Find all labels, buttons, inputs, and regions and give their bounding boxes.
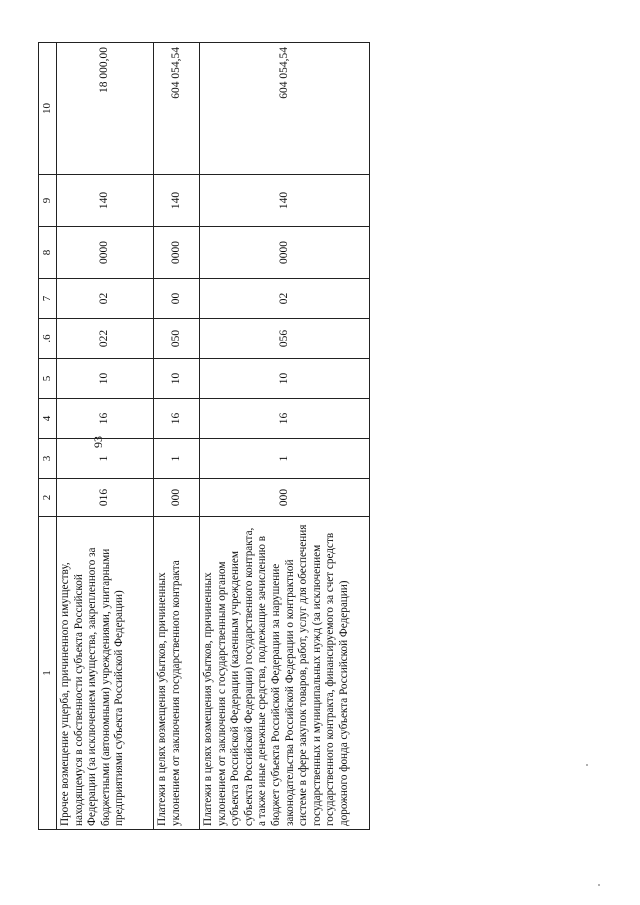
scan-speck	[598, 884, 600, 886]
code-cell: 10	[154, 359, 200, 399]
code-cell: 16	[154, 399, 200, 439]
code-cell: 00	[154, 279, 200, 319]
code-cell: 140	[154, 175, 200, 227]
code-cell: 16	[200, 399, 370, 439]
page-number: 93	[91, 436, 105, 448]
row-description: Платежи в целях возмещения убытков, причиненных уклонением от заключения государственного контракта	[154, 517, 200, 830]
amount-cell: 604 054,54	[200, 43, 370, 175]
revenue-codes-table	[38, 42, 370, 830]
amount-cell: 604 054,54	[154, 43, 200, 175]
column-header: 8	[39, 227, 57, 279]
table-row	[154, 43, 200, 830]
code-cell: 0000	[57, 227, 154, 279]
code-cell: 1	[57, 439, 154, 479]
column-header: 9	[39, 175, 57, 227]
code-cell: 056	[200, 319, 370, 359]
code-cell: 16	[57, 399, 154, 439]
column-header: 3	[39, 439, 57, 479]
code-cell: 000	[200, 479, 370, 517]
code-cell: 02	[57, 279, 154, 319]
code-cell: 050	[154, 319, 200, 359]
column-header: .6	[39, 319, 57, 359]
code-cell: 02	[200, 279, 370, 319]
row-description: Прочее возмещение ущерба, причиненного имуществу, находящемуся в собственности субъекта Российской Федерации (за исключением имущества, закрепленного за бюджетными (автономными) учреждениями, унитарными предприятиями субъекта Российской Федерации)	[57, 517, 154, 830]
code-cell: 0000	[154, 227, 200, 279]
header-row	[39, 43, 57, 830]
row-description: Платежи в целях возмещения убытков, причиненных уклонением от заключения с государственным органом субъекта Российской Федерации (казенным учреждением субъекта Российской Федерации) государственного контракта, а также иные денежные средства, подлежащие зачислению в бюджет субъекта Российской Федерации за нарушение законодательства Российской Федерации о контрактной системе в сфере закупок товаров, работ, услуг для обеспечения государственных и муниципальных нужд (за исключением государственного контракта, финансируемого за счет средств дорожного фонда субъекта Российской Федерации)	[200, 517, 370, 830]
code-cell: 022	[57, 319, 154, 359]
amount-cell: 18 000,00	[57, 43, 154, 175]
column-header: 2	[39, 479, 57, 517]
rotated-table-container	[38, 43, 368, 830]
code-cell: 000	[154, 479, 200, 517]
scan-speck	[586, 764, 588, 766]
code-cell: 10	[57, 359, 154, 399]
table-row	[57, 43, 154, 830]
code-cell: 1	[154, 439, 200, 479]
code-cell: 0000	[200, 227, 370, 279]
column-header: 5	[39, 359, 57, 399]
code-cell: 1	[200, 439, 370, 479]
column-header: 4	[39, 399, 57, 439]
column-header: 1	[39, 517, 57, 830]
column-header: 7	[39, 279, 57, 319]
column-header: 10	[39, 43, 57, 175]
code-cell: 140	[57, 175, 154, 227]
table-row	[200, 43, 370, 830]
code-cell: 016	[57, 479, 154, 517]
code-cell: 140	[200, 175, 370, 227]
code-cell: 10	[200, 359, 370, 399]
